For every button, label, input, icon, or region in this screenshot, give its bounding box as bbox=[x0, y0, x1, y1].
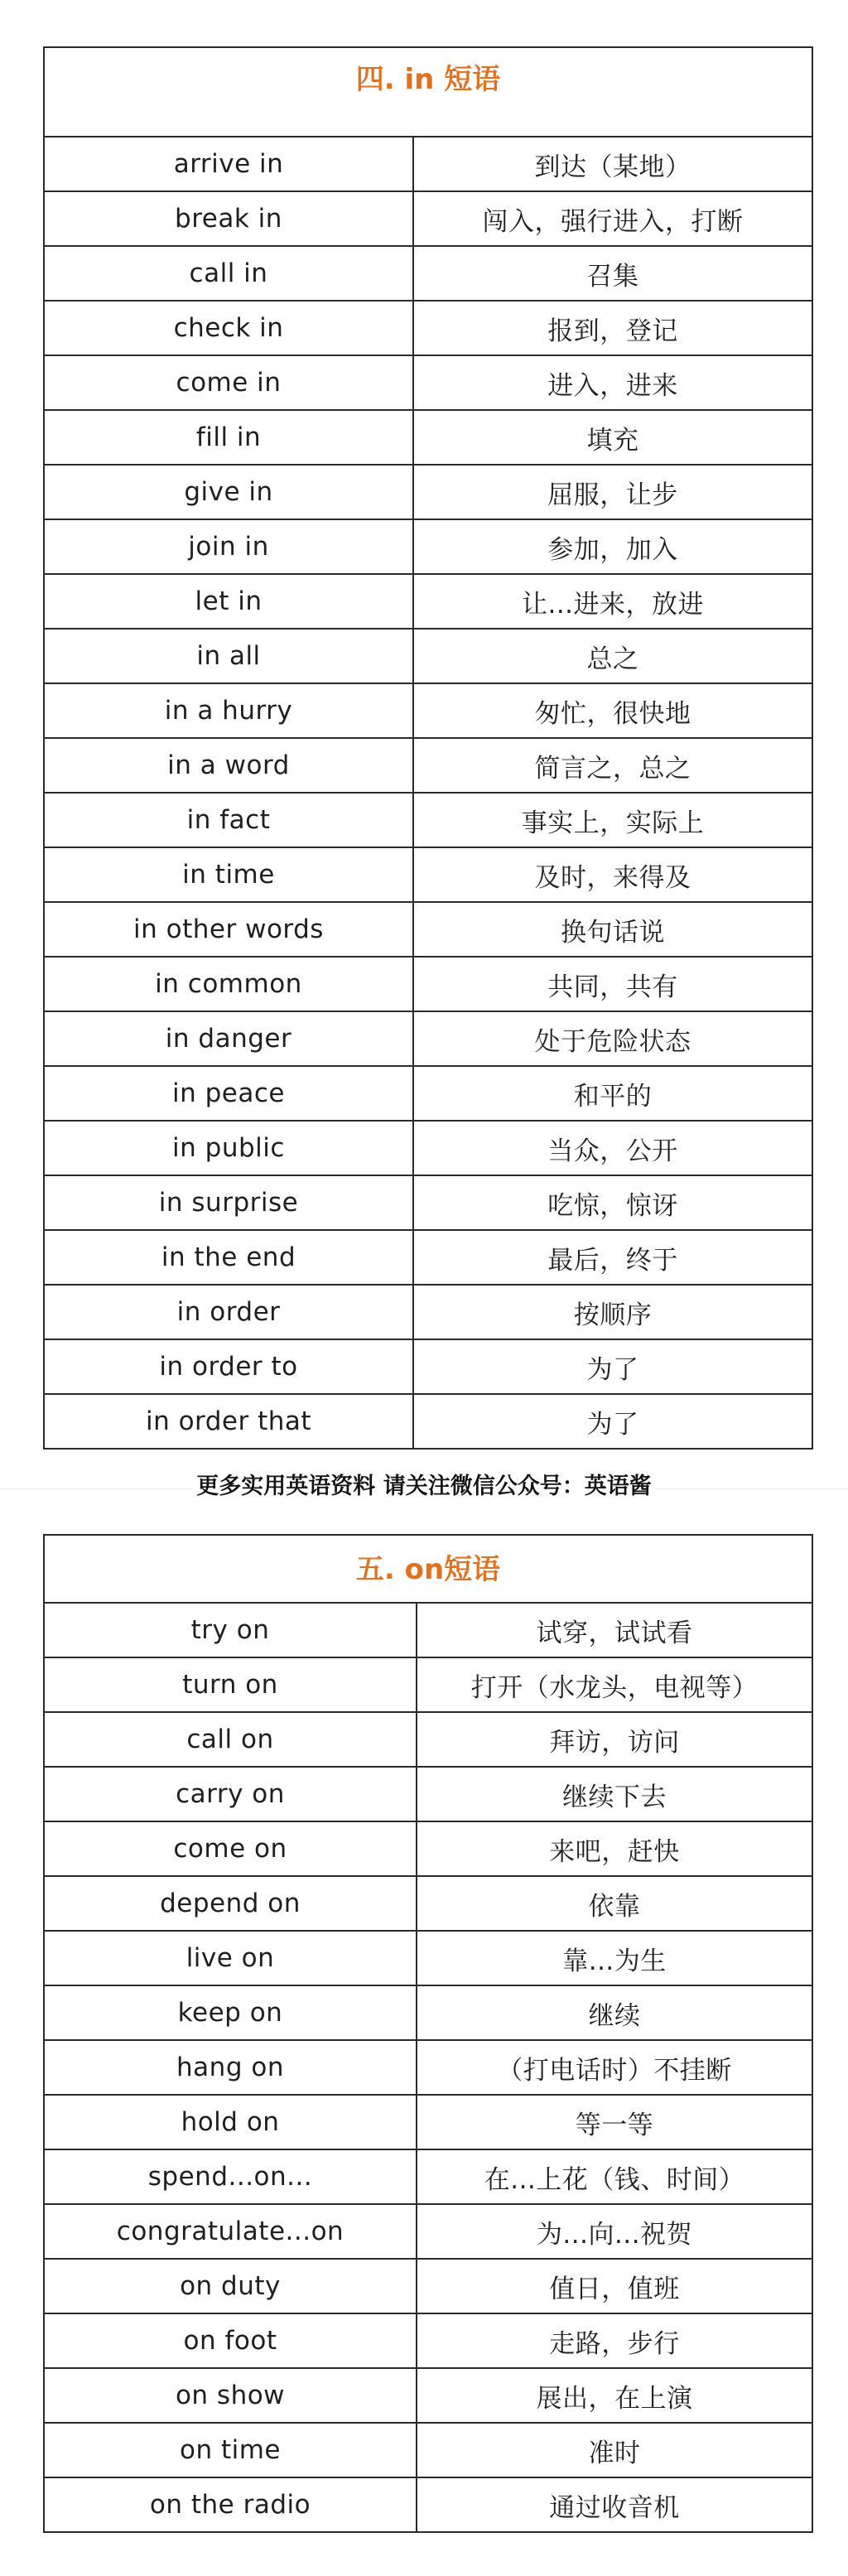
phrase-cell: in all bbox=[45, 630, 414, 683]
meaning-cell: 闯入，强行进入，打断 bbox=[482, 206, 744, 237]
table-row bbox=[45, 1395, 812, 1448]
meaning-cell: 让...进来，放进 bbox=[521, 589, 705, 620]
phrase-cell: come in bbox=[45, 356, 414, 409]
phrase-cell: come on bbox=[45, 1822, 417, 1875]
phrase-cell: depend on bbox=[45, 1877, 417, 1930]
phrase-cell: join in bbox=[45, 520, 414, 573]
table-row bbox=[45, 1932, 812, 1986]
phrase-cell: in public bbox=[45, 1122, 414, 1175]
on-phrases-table bbox=[43, 1534, 813, 2533]
table-row bbox=[45, 1822, 812, 1877]
table-row bbox=[45, 2369, 812, 2424]
in-phrases-table bbox=[43, 46, 813, 1450]
meaning-cell: 靠...为生 bbox=[562, 1946, 667, 1976]
promo-note bbox=[0, 1468, 848, 1500]
phrase-cell: in order bbox=[45, 1286, 414, 1339]
phrase-cell: congratulate...on bbox=[45, 2205, 417, 2258]
table-row bbox=[45, 1286, 812, 1340]
table-row bbox=[45, 1986, 812, 2041]
meaning-cell: 继续 bbox=[588, 2000, 641, 2031]
phrase-cell: call on bbox=[45, 1713, 417, 1766]
meaning-cell: 换句话说 bbox=[561, 917, 665, 948]
phrase-cell: spend...on... bbox=[45, 2150, 417, 2203]
meaning-cell: 召集 bbox=[586, 261, 639, 292]
meaning-cell: 当众，公开 bbox=[547, 1136, 678, 1166]
meaning-cell: 处于危险状态 bbox=[534, 1026, 691, 1057]
meaning-cell: 来吧，赶快 bbox=[549, 1836, 680, 1867]
phrase-cell: in common bbox=[45, 958, 414, 1011]
table-row bbox=[45, 1067, 812, 1122]
phrase-cell: in danger bbox=[45, 1012, 414, 1065]
meaning-cell: 在...上花（钱、时间） bbox=[484, 2164, 745, 2195]
table-row bbox=[45, 1340, 812, 1395]
table-row bbox=[45, 739, 812, 794]
phrase-cell: in surprise bbox=[45, 1176, 414, 1229]
meaning-cell: 为了 bbox=[586, 1409, 639, 1440]
table-row bbox=[45, 520, 812, 575]
table-row bbox=[45, 1713, 812, 1768]
table-row bbox=[45, 1176, 812, 1231]
phrase-cell: in order to bbox=[45, 1340, 414, 1393]
meaning-cell: 拜访，访问 bbox=[549, 1727, 680, 1758]
phrase-cell: in fact bbox=[45, 794, 414, 847]
table-row bbox=[45, 301, 812, 356]
table-row bbox=[45, 1231, 812, 1286]
meaning-cell: 通过收音机 bbox=[549, 2492, 680, 2523]
table-title: 四. in 短语 bbox=[45, 48, 812, 137]
meaning-cell: 及时，来得及 bbox=[534, 862, 691, 893]
phrase-cell: in order that bbox=[45, 1395, 414, 1448]
phrase-cell: in the end bbox=[45, 1231, 414, 1284]
table-row bbox=[45, 575, 812, 630]
meaning-cell: 值日，值班 bbox=[549, 2274, 680, 2304]
table-row bbox=[45, 1604, 812, 1658]
meaning-cell: 等一等 bbox=[575, 2110, 654, 2140]
phrase-cell: in time bbox=[45, 848, 414, 901]
table-row bbox=[45, 2096, 812, 2150]
table-row bbox=[45, 2314, 812, 2369]
meaning-cell: 准时 bbox=[588, 2438, 641, 2468]
table-row bbox=[45, 1877, 812, 1932]
phrase-cell: turn on bbox=[45, 1658, 417, 1711]
table-row bbox=[45, 2424, 812, 2478]
meaning-cell: 填充 bbox=[586, 425, 639, 456]
phrase-cell: hold on bbox=[45, 2096, 417, 2149]
phrase-cell: give in bbox=[45, 466, 414, 519]
table-title: 五. on短语 bbox=[45, 1536, 812, 1604]
phrase-cell: on show bbox=[45, 2369, 417, 2422]
meaning-cell: 报到，登记 bbox=[547, 316, 678, 346]
phrase-cell: in a word bbox=[45, 739, 414, 792]
phrase-cell: check in bbox=[45, 301, 414, 355]
table-row bbox=[45, 2041, 812, 2096]
meaning-cell: 试穿，试试看 bbox=[536, 1618, 693, 1648]
meaning-cell: 吃惊，惊讶 bbox=[547, 1190, 678, 1221]
table-row bbox=[45, 684, 812, 739]
table-body bbox=[45, 137, 812, 1448]
phrase-cell: on foot bbox=[45, 2314, 417, 2367]
meaning-cell: 为...向...祝贺 bbox=[536, 2219, 693, 2250]
phrase-cell: carry on bbox=[45, 1768, 417, 1821]
meaning-cell: 参加，加入 bbox=[547, 534, 678, 565]
meaning-cell: 依靠 bbox=[588, 1891, 641, 1922]
table-row bbox=[45, 794, 812, 848]
meaning-cell: （打电话时）不挂断 bbox=[497, 2055, 732, 2086]
table-row bbox=[45, 2478, 812, 2531]
meaning-cell: 打开（水龙头，电视等） bbox=[470, 1672, 759, 1703]
phrase-cell: keep on bbox=[45, 1986, 417, 2039]
phrase-cell: break in bbox=[45, 192, 414, 245]
table-row bbox=[45, 2150, 812, 2205]
table-row bbox=[45, 1768, 812, 1822]
phrase-cell: on time bbox=[45, 2424, 417, 2477]
meaning-cell: 匆忙，很快地 bbox=[534, 698, 691, 729]
table-row bbox=[45, 137, 812, 192]
table-row bbox=[45, 1658, 812, 1713]
phrase-cell: live on bbox=[45, 1932, 417, 1985]
table-row bbox=[45, 903, 812, 958]
table-row bbox=[45, 466, 812, 520]
meaning-cell: 屈服，让步 bbox=[547, 480, 678, 510]
phrase-cell: in peace bbox=[45, 1067, 414, 1120]
meaning-cell: 共同，共有 bbox=[547, 972, 678, 1002]
meaning-cell: 进入，进来 bbox=[547, 370, 678, 401]
table-row bbox=[45, 848, 812, 903]
table-row bbox=[45, 2260, 812, 2314]
table-row bbox=[45, 247, 812, 301]
table-row bbox=[45, 411, 812, 466]
table-row bbox=[45, 356, 812, 411]
meaning-cell: 简言之，总之 bbox=[534, 753, 691, 784]
meaning-cell: 和平的 bbox=[573, 1081, 653, 1112]
meaning-cell: 事实上，实际上 bbox=[521, 808, 705, 838]
phrase-cell: arrive in bbox=[45, 137, 414, 191]
meaning-cell: 按顺序 bbox=[573, 1300, 653, 1330]
phrase-cell: in a hurry bbox=[45, 684, 414, 737]
phrase-cell: let in bbox=[45, 575, 414, 628]
meaning-cell: 总之 bbox=[586, 644, 639, 674]
phrase-cell: on duty bbox=[45, 2260, 417, 2313]
meaning-cell: 继续下去 bbox=[562, 1782, 667, 1812]
table-row bbox=[45, 1012, 812, 1067]
table-row bbox=[45, 1122, 812, 1176]
phrase-cell: on the radio bbox=[45, 2478, 417, 2531]
meaning-cell: 最后，终于 bbox=[547, 1245, 678, 1276]
phrase-cell: in other words bbox=[45, 903, 414, 956]
phrase-cell: try on bbox=[45, 1604, 417, 1657]
phrase-cell: call in bbox=[45, 247, 414, 300]
phrase-cell: hang on bbox=[45, 2041, 417, 2094]
meaning-cell: 为了 bbox=[586, 1354, 639, 1385]
table-row bbox=[45, 630, 812, 684]
table-row bbox=[45, 2205, 812, 2260]
meaning-cell: 到达（某地） bbox=[534, 152, 691, 182]
promo-text: 更多实用英语资料 请关注微信公众号：英语酱 bbox=[190, 1474, 658, 1499]
table-row bbox=[45, 192, 812, 247]
meaning-cell: 走路，步行 bbox=[549, 2328, 680, 2359]
table-row bbox=[45, 958, 812, 1012]
meaning-cell: 展出，在上演 bbox=[536, 2383, 693, 2414]
phrase-cell: fill in bbox=[45, 411, 414, 464]
table-body bbox=[45, 1604, 812, 2531]
